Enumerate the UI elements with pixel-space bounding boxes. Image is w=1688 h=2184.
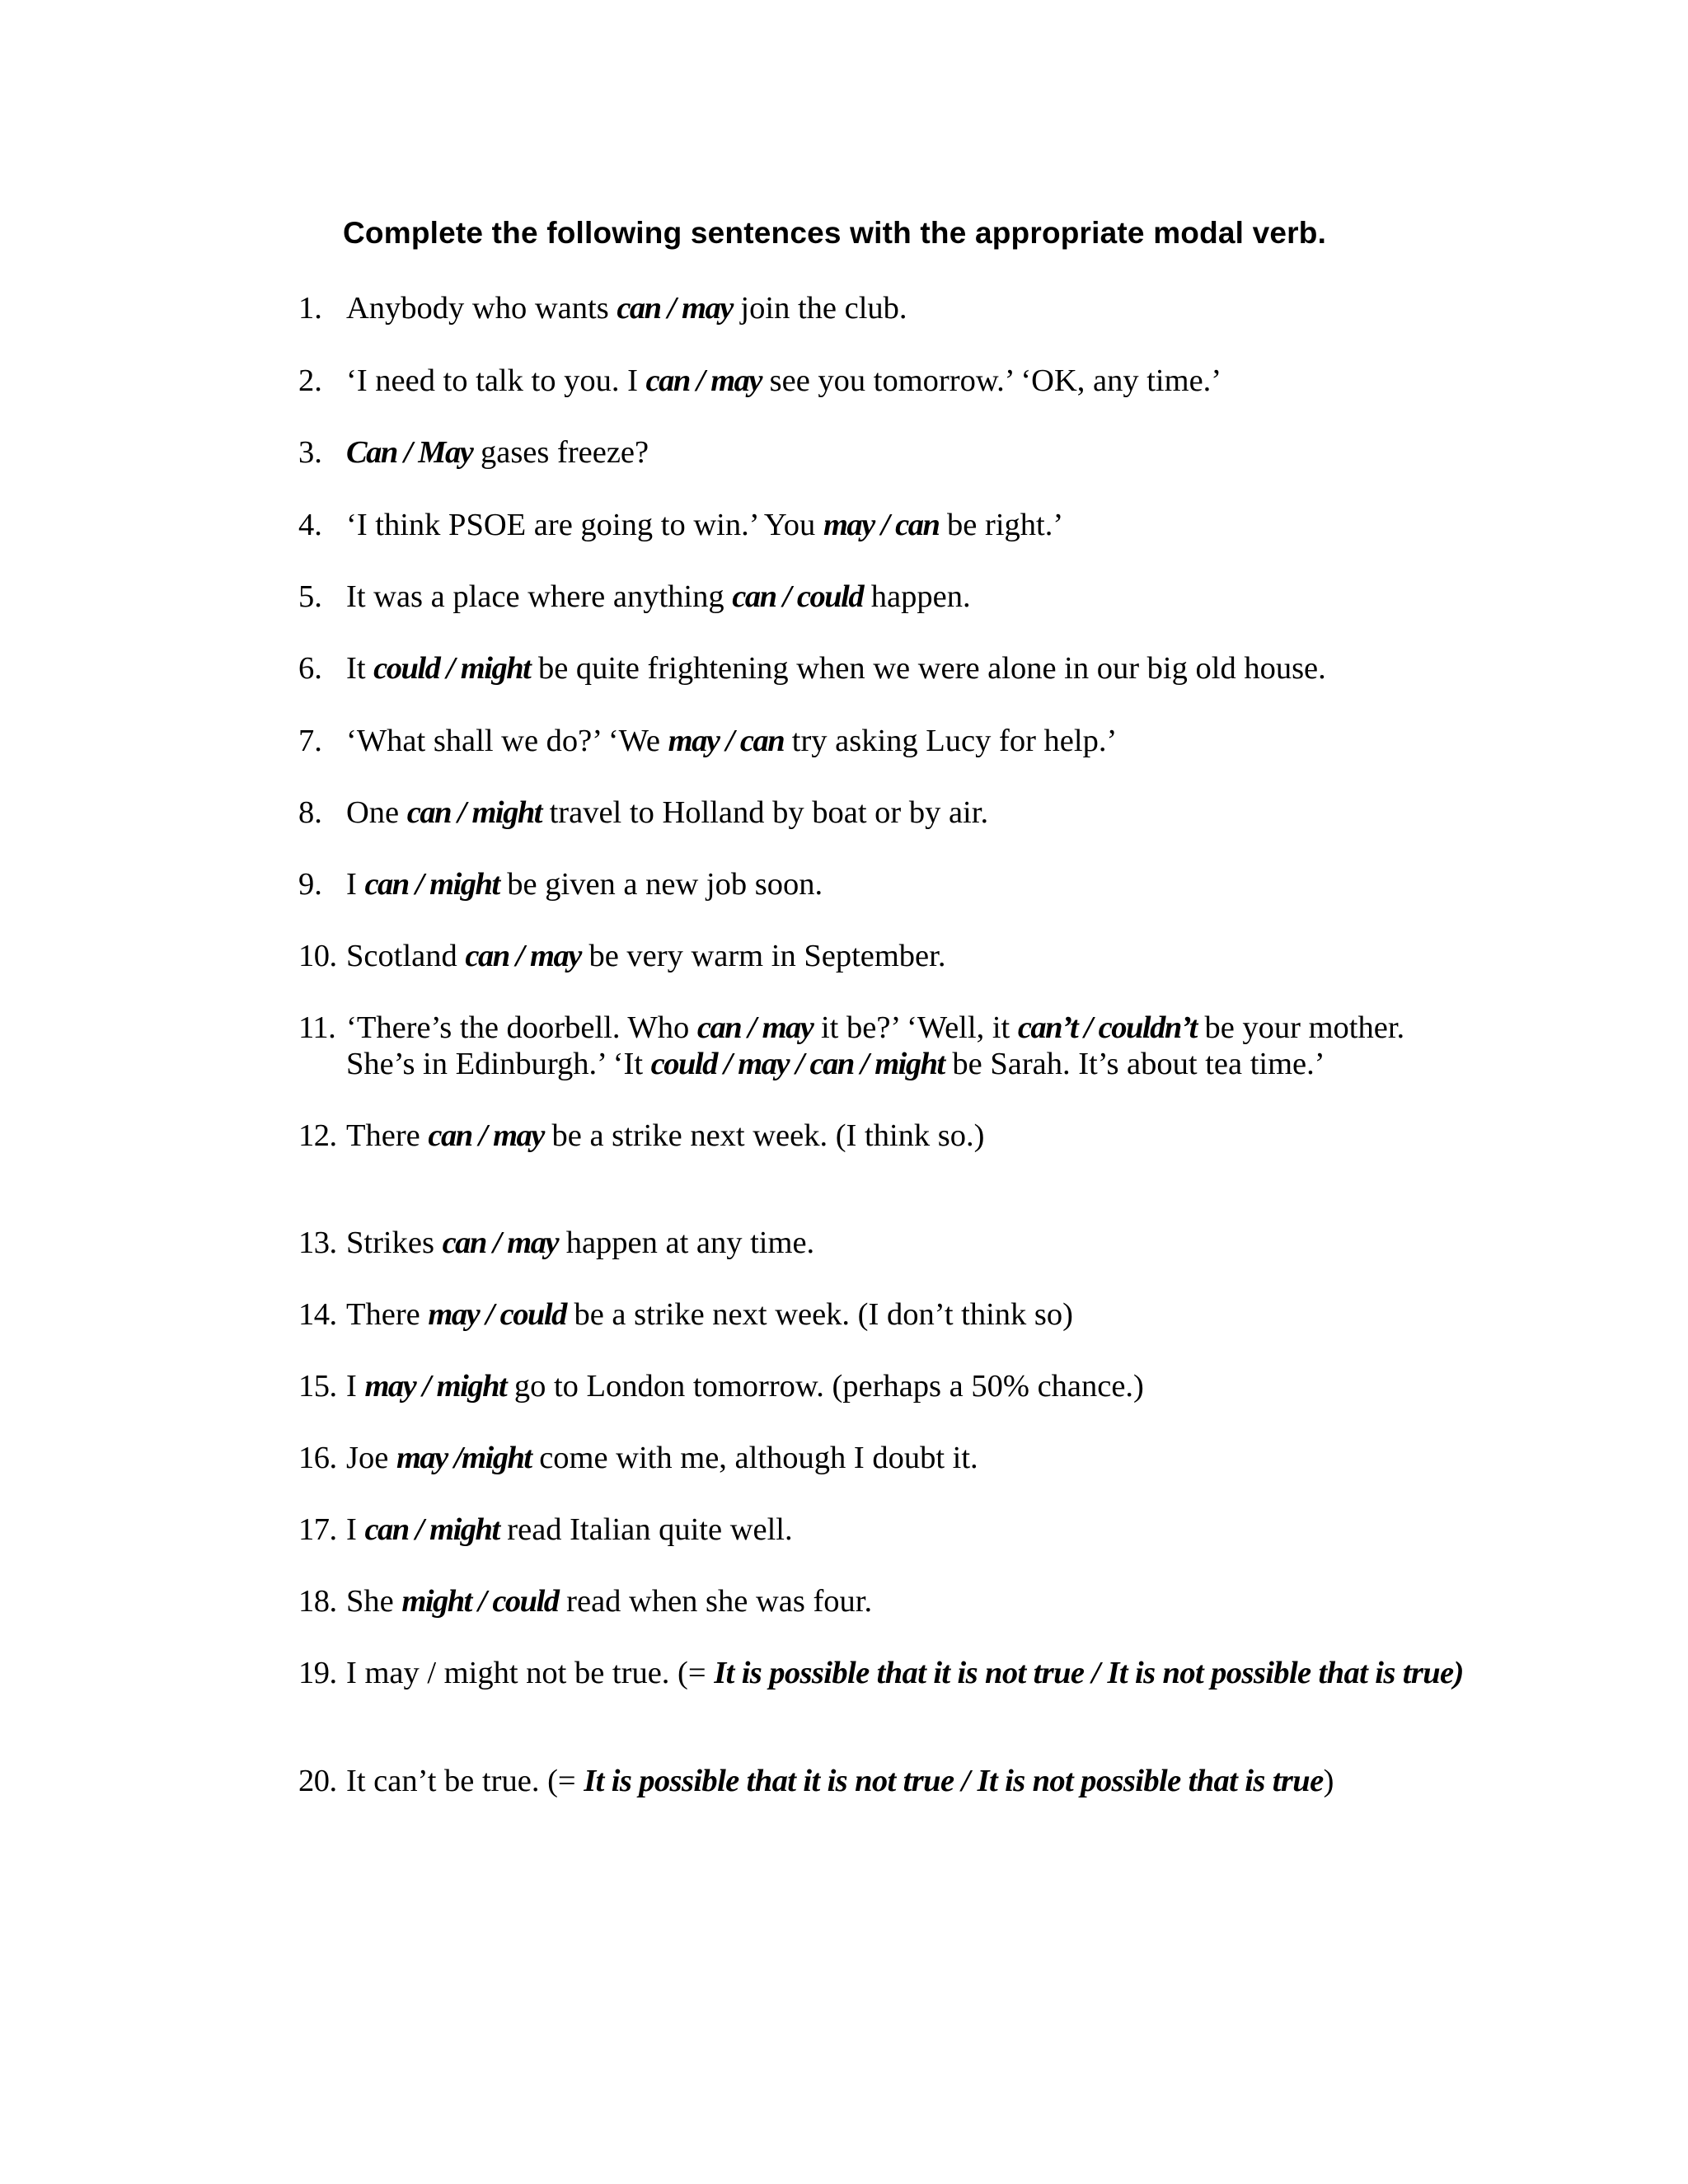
item-text — [346, 794, 1477, 831]
item-text — [346, 1118, 1477, 1154]
modal-options: can / may — [645, 363, 762, 398]
text-part: ) — [1323, 1764, 1334, 1798]
modal-options: may / might — [364, 1369, 507, 1404]
text-part: I — [346, 1369, 365, 1404]
text-part: read when she was four. — [558, 1584, 873, 1619]
list-item — [298, 1655, 1477, 1691]
list-item — [298, 1118, 1477, 1154]
list-item — [298, 1225, 1477, 1261]
item-number: 17. — [298, 1512, 337, 1547]
text-part: come with me, although I doubt it. — [531, 1441, 978, 1475]
list-item — [298, 290, 1477, 326]
modal-options: can / might — [364, 1512, 499, 1547]
modal-options: can’t / couldn’t — [1017, 1010, 1197, 1045]
item-number: 14. — [298, 1297, 337, 1332]
modal-options: can / may — [465, 939, 581, 973]
text-part: see you tomorrow.’ ‘OK, any time.’ — [762, 363, 1222, 398]
item-number: 1. — [298, 291, 322, 326]
text-part: Strikes — [346, 1226, 443, 1260]
item-text — [346, 1655, 1477, 1691]
modal-options: may / could — [428, 1297, 566, 1332]
list-item — [298, 434, 1477, 471]
item-number: 15. — [298, 1369, 337, 1404]
text-part: There — [346, 1297, 429, 1332]
text-part: be very warm in September. — [580, 939, 946, 973]
item-number: 8. — [298, 795, 322, 830]
item-text — [346, 363, 1477, 399]
list-item — [298, 723, 1477, 759]
modal-options: Can / May — [346, 435, 473, 470]
worksheet-title: Complete the following sentences with the appropriate modal verb. — [343, 216, 1327, 250]
item-number: 3. — [298, 435, 322, 470]
text-part: ‘I need to talk to you. I — [346, 363, 646, 398]
text-part: I — [346, 867, 365, 902]
modal-options: can / may — [696, 1010, 814, 1045]
text-part: ‘I think PSOE are going to win.’ You — [346, 508, 823, 542]
item-number: 19. — [298, 1656, 337, 1690]
item-text — [346, 1225, 1477, 1261]
list-item — [298, 650, 1477, 687]
item-text — [346, 650, 1477, 687]
text-part: Scotland — [346, 939, 466, 973]
answer-options: It is possible that it is not true / It is not possible that is true) — [714, 1656, 1464, 1690]
text-part: happen. — [863, 579, 971, 614]
item-text — [346, 1440, 1477, 1476]
modal-options: could / may / can / might — [650, 1047, 945, 1081]
modal-options: may / can — [668, 724, 785, 758]
text-part: I may / might not be true. (= — [346, 1656, 715, 1690]
list-item — [298, 1511, 1477, 1548]
list-item — [298, 363, 1477, 399]
list-item — [298, 866, 1477, 902]
list-item — [298, 938, 1477, 974]
list-item — [298, 1368, 1477, 1404]
text-part: There — [346, 1118, 429, 1153]
item-text — [346, 723, 1477, 759]
list-item — [298, 507, 1477, 543]
text-part: Joe — [346, 1441, 396, 1475]
item-number: 12. — [298, 1118, 337, 1153]
item-text — [346, 1296, 1477, 1333]
list-item — [298, 1010, 1477, 1082]
item-text — [346, 434, 1477, 471]
modal-options: could / might — [373, 651, 531, 686]
list-item — [298, 1440, 1477, 1476]
list-item — [298, 1763, 1477, 1799]
text-part: go to London tomorrow. (perhaps a 50% chance.) — [506, 1369, 1144, 1404]
modal-options: can / may — [617, 291, 733, 326]
item-number: 10. — [298, 939, 337, 973]
text-part: be your mother. She’s in Edinburgh.’ ‘It — [346, 1010, 1405, 1081]
modal-options: may / can — [823, 508, 940, 542]
item-number: 4. — [298, 508, 322, 542]
text-part: She — [346, 1584, 402, 1619]
modal-options: can / may — [428, 1118, 544, 1153]
item-text — [346, 290, 1477, 326]
item-number: 18. — [298, 1584, 337, 1619]
text-part: be given a new job soon. — [499, 867, 823, 902]
item-number: 7. — [298, 724, 322, 758]
item-number: 13. — [298, 1226, 337, 1260]
item-text — [346, 866, 1477, 902]
item-text — [346, 507, 1477, 543]
text-part: I — [346, 1512, 365, 1547]
text-part: be quite frightening when we were alone in our big old house. — [530, 651, 1326, 686]
item-number: 2. — [298, 363, 322, 398]
answer-options: It is possible that it is not true / It is not possible that is true — [584, 1764, 1324, 1798]
list-item — [298, 794, 1477, 831]
text-part: It was a place where anything — [346, 579, 733, 614]
text-part: Anybody who wants — [346, 291, 617, 326]
text-part: ‘What shall we do?’ ‘We — [346, 724, 668, 758]
text-part: it be?’ ‘Well, it — [813, 1010, 1018, 1045]
modal-options: may /might — [396, 1441, 532, 1475]
text-part: gases freeze? — [472, 435, 649, 470]
text-part: try asking Lucy for help.’ — [784, 724, 1118, 758]
text-part: ‘There’s the doorbell. Who — [346, 1010, 697, 1045]
item-text — [346, 579, 1477, 615]
text-part: It — [346, 651, 374, 686]
text-part: be right.’ — [939, 508, 1064, 542]
list-item — [298, 1583, 1477, 1619]
item-number: 11. — [298, 1010, 336, 1045]
modal-options: can / might — [406, 795, 542, 830]
text-part: join the club. — [732, 291, 907, 326]
item-text — [346, 1583, 1477, 1619]
text-part: One — [346, 795, 407, 830]
text-part: be Sarah. It’s about tea time.’ — [944, 1047, 1325, 1081]
modal-options: can / may — [442, 1226, 559, 1260]
item-number: 5. — [298, 579, 322, 614]
list-item — [298, 1296, 1477, 1333]
modal-options: can / might — [364, 867, 499, 902]
text-part: be a strike next week. (I don’t think so) — [565, 1297, 1073, 1332]
item-text — [346, 1763, 1477, 1799]
text-part: read Italian quite well. — [499, 1512, 793, 1547]
item-text — [346, 938, 1477, 974]
item-text — [346, 1368, 1477, 1404]
text-part: happen at any time. — [558, 1226, 815, 1260]
item-text — [346, 1511, 1477, 1548]
list-item — [298, 579, 1477, 615]
item-text — [346, 1010, 1477, 1082]
item-number: 20. — [298, 1764, 337, 1798]
item-number: 9. — [298, 867, 322, 902]
text-part: be a strike next week. (I think so.) — [543, 1118, 985, 1153]
item-number: 16. — [298, 1441, 337, 1475]
modal-options: might / could — [401, 1584, 559, 1619]
item-number: 6. — [298, 651, 322, 686]
modal-options: can / could — [732, 579, 864, 614]
text-part: travel to Holland by boat or by air. — [541, 795, 989, 830]
text-part: It can’t be true. (= — [346, 1764, 584, 1798]
